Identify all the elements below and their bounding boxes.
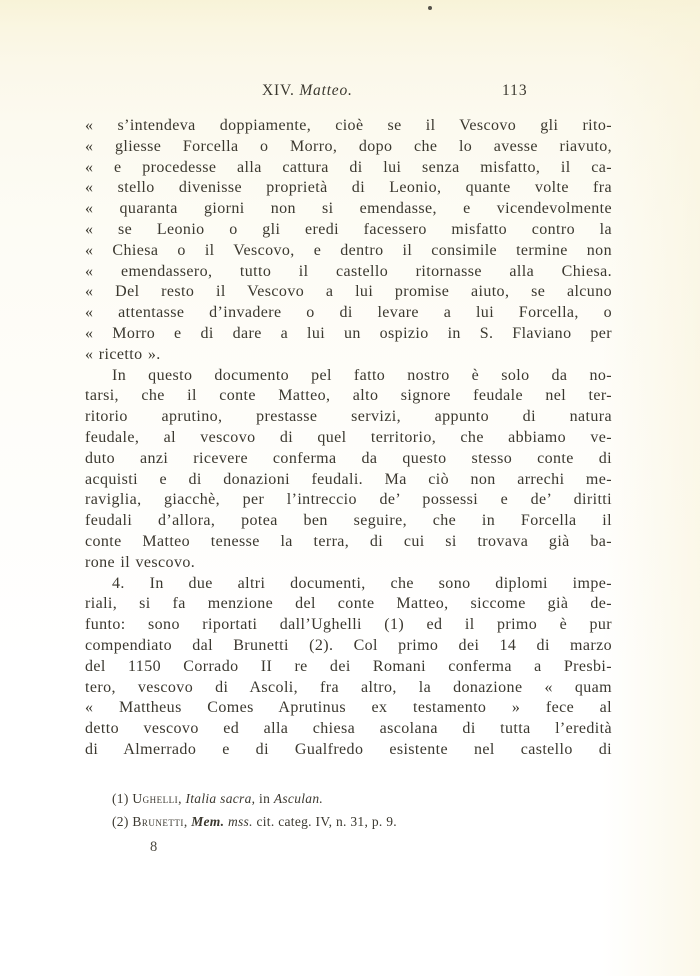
- text-line: « se Leonio o gli eredi facessero misfatto contro la: [85, 220, 612, 238]
- footnote-sep: , in: [251, 791, 274, 806]
- text-line: raviglia, giacchè, per l’intreccio de’ possessi e de’ diritti: [85, 491, 612, 509]
- text-line: riali, si fa menzione del conte Matteo, siccome già de-: [85, 595, 612, 613]
- text-line: rone il vescovo.: [85, 553, 196, 571]
- footnote-2: [112, 810, 582, 833]
- text-line: tero, vescovo di Ascoli, fra altro, la donazione « quam: [85, 678, 612, 696]
- text-line: di Almerrado e di Gualfredo esistente nel castello di: [85, 740, 612, 758]
- text-line: « emendassero, tutto il castello ritornasse alla Chiesa.: [85, 262, 612, 280]
- body-text: [85, 116, 612, 761]
- text-line: « s’intendeva doppiamente, cioè se il Vescovo gli rito-: [85, 117, 612, 134]
- footnote-work-subtitle: mss.: [224, 814, 253, 829]
- text-line: « e procedesse alla cattura di lui senza misfatto, il ca-: [85, 158, 612, 176]
- text-line: « gliesse Forcella o Morro, dopo che lo avesse riavuto,: [85, 137, 612, 155]
- footnote-work-title: Mem.: [191, 814, 225, 829]
- text-line: « Mattheus Comes Aprutinus ex testamento » fece al: [85, 699, 612, 717]
- text-line: compendiato dal Brunetti (2). Col primo dei 14 di marzo: [85, 636, 612, 654]
- footnote-sep: ,: [183, 814, 192, 829]
- text-line: In questo documento pel fatto nostro è solo da no-: [112, 366, 612, 384]
- text-line: « stello divenisse proprietà di Leonio, quante volte fra: [85, 179, 612, 197]
- footnote-sep: ,: [178, 791, 186, 806]
- footnote-marker: (2): [112, 814, 133, 829]
- footnotes: [112, 787, 582, 833]
- text-line: « Morro e di dare a lui un ospizio in S. Flaviano per: [85, 324, 612, 342]
- text-line: « attentasse d’invadere o di levare a lui Forcella, o: [85, 304, 612, 322]
- footnote-work-title: Italia sacra: [185, 791, 252, 806]
- text-line: ritorio aprutino, prestasse servizi, appunto di natura: [85, 408, 612, 426]
- text-line: duto anzi ricevere conferma da questo stesso conte di: [85, 449, 612, 467]
- footnote-author: Brunetti: [132, 814, 184, 829]
- text-line: 4. In due altri documenti, che sono diplomi impe-: [112, 574, 612, 592]
- footnote-1: [112, 787, 582, 810]
- text-line: feudali d’allora, potea ben seguire, che in Forcella il: [85, 512, 612, 530]
- text-line: funto: sono riportati dall’Ughelli (1) ed il primo è pur: [85, 616, 612, 634]
- text-line: feudale, al vescovo di quel territorio, che abbiamo ve-: [85, 428, 612, 446]
- header-chapter-title: Matteo.: [299, 82, 353, 99]
- page-number: 113: [502, 82, 528, 99]
- text-line: « quaranta giorni non si emendasse, e vicendevolmente: [85, 200, 612, 218]
- footnote-marker: (1): [112, 791, 133, 806]
- header-section: XIV.: [262, 82, 295, 99]
- footnote-author: Ughelli: [132, 791, 179, 806]
- text-line: del 1150 Corrado II re dei Romani conferma a Presbi-: [85, 657, 612, 675]
- running-header: [262, 82, 353, 100]
- text-line: « ricetto ».: [85, 345, 161, 363]
- footnote-reference: Asculan.: [273, 791, 324, 806]
- text-line: acquisti e di donazioni feudali. Ma ciò non arrechi me-: [85, 470, 612, 488]
- text-line: detto vescovo ed alla chiesa ascolana di tutta l’eredità: [85, 720, 612, 738]
- signature-mark: 8: [150, 839, 158, 855]
- text-line: conte Matteo tenesse la terra, di cui si trovava già ba-: [85, 532, 612, 550]
- text-line: « Del resto il Vescovo a lui promise aiuto, se alcuno: [85, 283, 612, 301]
- text-line: « Chiesa o il Vescovo, e dentro il consimile termine non: [85, 241, 612, 259]
- text-line: tarsi, che il conte Matteo, alto signore feudale nel ter-: [85, 387, 612, 405]
- scan-speck: [428, 6, 432, 10]
- footnote-reference: cit. categ. IV, n. 31, p. 9.: [252, 814, 397, 829]
